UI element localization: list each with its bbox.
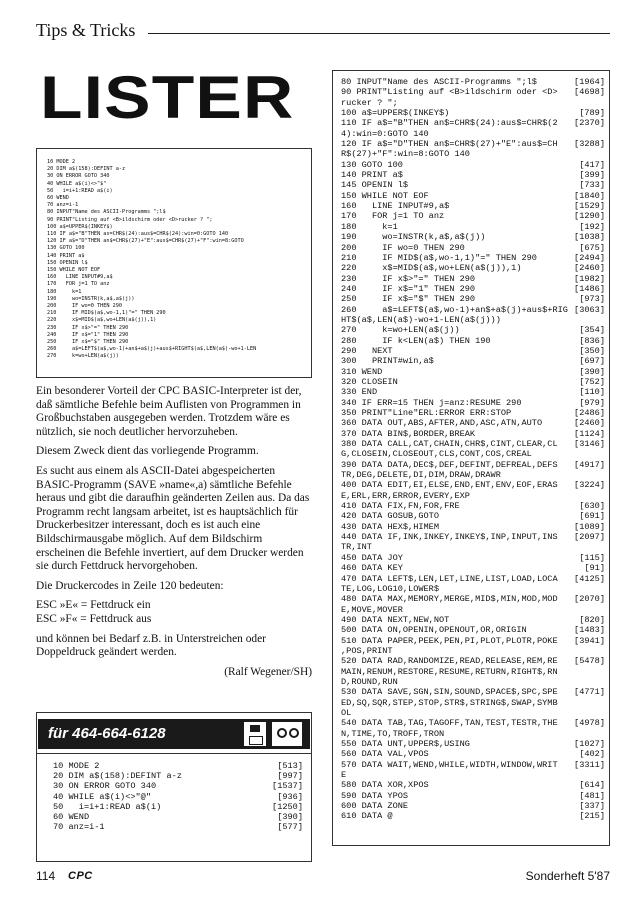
screenshot-code-line: 210 IF MID$(a$,wo-1,1)"=" THEN 290 (47, 310, 166, 317)
code-line (341, 791, 605, 801)
code-text: 120 IF a$="D"THEN an$=CHR$(27)+"E":aus$=CH (341, 139, 558, 150)
code-text: TR,DEG,DELETE,DI,DIM,DRAW,DRAWR (341, 470, 501, 481)
code-line (341, 522, 605, 532)
code-text: 370 DATA BIN$,BORDER,BREAK (341, 428, 476, 439)
code-line (341, 698, 605, 708)
code-line (341, 553, 605, 563)
code-text: 390 DATA DATA,DEC$,DEF,DEFINT,DEFREAL,DEFS (341, 459, 558, 470)
code-text: 350 PRINT"Line"ERL:ERROR ERR:STOP (341, 408, 512, 418)
code-line (53, 781, 303, 791)
checksum: [390] (579, 366, 605, 377)
checksum: [691] (579, 511, 605, 522)
code-text: 160 LINE INPUT#9,a$ (341, 201, 450, 212)
code-text: 480 DATA MAX,MEMORY,MERGE,MID$,MIN,MOD,MOD (341, 594, 558, 605)
checksum: [3941] (574, 635, 605, 646)
checksum: [697] (579, 356, 605, 367)
code-text: 260 a$=LEFT$(a$,wo-1)+an$+a$(j)+aus$+RIG (341, 304, 568, 315)
code-text: 530 DATA SAVE,SGN,SIN,SOUND,SPACE$,SPC,SPE (341, 687, 558, 698)
checksum: [4771] (574, 687, 605, 698)
code-line (341, 232, 605, 242)
code-line (341, 201, 605, 211)
checksum: [979] (579, 397, 605, 408)
checksum: [4698] (574, 87, 605, 98)
code-text: TR,INT (341, 542, 372, 553)
code-text: D,ROUND,RUN (341, 676, 398, 687)
code-line (341, 491, 605, 501)
checksum: [3311] (574, 759, 605, 770)
code-line (341, 656, 605, 666)
code-line (341, 625, 605, 635)
checksum: [481] (579, 790, 605, 801)
code-text: 400 DATA EDIT,EI,ELSE,END,ENT,ENV,EOF,ERAS (341, 480, 558, 491)
code-line (53, 792, 303, 802)
code-text: 190 wo=INSTR(k,a$,a$(j)) (341, 232, 486, 243)
checksum: [354] (579, 325, 605, 336)
code-line (341, 729, 605, 739)
code-line (341, 315, 605, 325)
checksum: [513] (277, 761, 303, 771)
screenshot-code-line: 150 WHILE NOT EOF (47, 267, 101, 274)
checksum: [1124] (574, 428, 605, 439)
paragraph-purpose: Diesem Zweck dient das vorliegende Programm. (36, 445, 259, 458)
screenshot-listing (47, 159, 256, 361)
code-text: TE,LOG,LOG10,LOWER$ (341, 583, 439, 594)
checksum: [1290] (574, 211, 605, 222)
paragraph-modification: und können bei Bedarf z.B. in Unterstreichen oder Doppeldruck geändert werden. (36, 632, 266, 659)
code-text: 210 IF MID$(a$,wo-1,1)"=" THEN 290 (341, 252, 537, 263)
code-line (341, 367, 605, 377)
code-line (341, 708, 605, 718)
code-line (53, 771, 303, 781)
code-text: 30 ON ERROR GOTO 340 (53, 781, 157, 792)
screenshot-code-line: 10 MODE 2 (47, 159, 76, 165)
code-line (53, 812, 303, 822)
screenshot-code-line: 20 DIM a$(158):DEFINT a-z (47, 166, 126, 173)
screenshot-code-line: 200 IF wo=0 THEN 290 (47, 303, 122, 310)
checksum: [936] (277, 791, 303, 802)
checksum: [1250] (272, 801, 303, 812)
paragraph-intro: Ein besonderer Vorteil der CPC BASIC-Interpreter ist der, daß sämtliche Befehle beim Auflisten von Programmen in Großbuchstaben ausgegeben werden. Trotzdem wäre es nützlich, sie noch deutlicher hervorzuheben. (36, 385, 302, 438)
screenshot-code-line: 170 FOR j=1 TO anz (47, 281, 110, 288)
code-line (341, 356, 605, 366)
code-line (341, 739, 605, 749)
checksum: [350] (579, 345, 605, 356)
checksum: [2460] (574, 418, 605, 429)
code-text: 4):win=0:GOTO 140 (341, 128, 429, 139)
code-line (341, 284, 605, 294)
article-body (36, 385, 312, 685)
checksum: [3146] (574, 439, 605, 450)
checksum: [215] (579, 811, 605, 822)
header-rule (148, 33, 610, 34)
checksum: [192] (579, 221, 605, 232)
code-text: 440 DATA IF,INK,INKEY,INKEY$,INP,INPUT,INS (341, 532, 558, 543)
code-line (341, 584, 605, 594)
escape-code-bold-on: ESC »E« = Fettdruck ein (36, 599, 151, 612)
code-text: 220 x$=MID$(a$,wo+LEN(a$(j)),1) (341, 263, 522, 274)
code-text: ED,SQ,SQR,STEP,STOP,STR$,STRING$,SWAP,SYMB (341, 697, 558, 708)
author-signature: (Ralf Wegener/SH) (224, 665, 312, 678)
screenshot-code-line: 130 GOTO 100 (47, 245, 85, 252)
code-text: 590 DATA YPOS (341, 790, 409, 801)
checksum: [1964] (574, 77, 605, 87)
code-line (341, 511, 605, 521)
compatibility-banner (38, 719, 310, 749)
code-text: 50 i=i+1:READ a$(i) (53, 801, 162, 812)
code-line (341, 770, 605, 780)
checksum: [2070] (574, 594, 605, 605)
banner-divider (37, 753, 311, 754)
code-text: 310 WEND (341, 366, 383, 377)
code-line (341, 480, 605, 490)
code-text: E (341, 770, 347, 781)
code-text: 510 DATA PAPER,PEEK,PEN,PI,PLOT,PLOTR,POKE (341, 635, 558, 646)
checksum: [630] (579, 501, 605, 512)
code-line (341, 377, 605, 387)
code-text: 550 DATA UNT,UPPER$,USING (341, 739, 470, 749)
screenshot-code-line: 70 anz=i-1 (47, 202, 79, 209)
code-line (341, 170, 605, 180)
checksum: [973] (579, 294, 605, 305)
code-line (341, 542, 605, 552)
checksum: [5478] (574, 656, 605, 667)
code-line (341, 149, 605, 159)
checksum: [2460] (574, 263, 605, 274)
checksum: [577] (277, 822, 303, 833)
screenshot-code-line: 220 x$=MID$(a$,wo+LEN(a$(j)),1) (47, 317, 157, 324)
code-line (341, 108, 605, 118)
checksum: [1483] (574, 625, 605, 636)
code-text: 570 DATA WAIT,WEND,WHILE,WIDTH,WINDOW,WRIT (341, 759, 558, 770)
code-text: E,MOVE,MOVER (341, 604, 403, 615)
code-line (341, 760, 605, 770)
code-line (341, 243, 605, 253)
code-line (341, 387, 605, 397)
code-line (341, 594, 605, 604)
screenshot-code-line: 90 PRINT"Listing auf <B>ildschirm oder <D>rucker ? "; (47, 216, 213, 223)
code-text: rucker ? "; (341, 97, 398, 108)
code-text: 410 DATA FIX,FN,FOR,FRE (341, 501, 460, 512)
checksum: [417] (579, 159, 605, 170)
code-text: 600 DATA ZONE (341, 801, 409, 812)
code-text: 500 DATA ON,OPENIN,OPENOUT,OR,ORIGIN (341, 625, 527, 636)
checksum: [1038] (574, 232, 605, 243)
checksum: [1840] (574, 190, 605, 201)
code-text: 380 DATA CALL,CAT,CHAIN,CHR$,CINT,CLEAR,CL (341, 439, 558, 450)
code-text: 360 DATA OUT,ABS,AFTER,AND,ASC,ATN,AUTO (341, 418, 543, 429)
checksum: [2370] (574, 118, 605, 129)
listing-box-start (36, 712, 312, 862)
code-line (53, 802, 303, 812)
code-line (341, 87, 605, 97)
screenshot-code-line: 160 LINE INPUT#9,a$ (47, 274, 113, 281)
code-line (341, 780, 605, 790)
code-line (341, 563, 605, 573)
code-line (341, 667, 605, 677)
screenshot-code-line: 180 k=1 (47, 288, 82, 295)
checksum: [3063] (574, 304, 605, 315)
code-line (341, 574, 605, 584)
screenshot-code-line: 150 OPENIN l$ (47, 259, 88, 266)
code-text: 300 PRINT#win,a$ (341, 356, 434, 367)
code-line (341, 801, 605, 811)
code-line (341, 449, 605, 459)
code-text: 40 WHILE a$(i)<>"@" (53, 791, 151, 802)
screenshot-code-line: 110 IF a$="B"THEN as=CHR$(24):aus$=CHR$(24):win=0:GOTO 140 (47, 231, 229, 238)
code-line (53, 761, 303, 771)
screenshot-code-line: 240 IF x$="1" THEN 290 (47, 331, 129, 338)
code-line (341, 501, 605, 511)
code-line (341, 191, 605, 201)
code-line (341, 274, 605, 284)
code-line (341, 605, 605, 615)
checksum: [2486] (574, 408, 605, 418)
code-text: 490 DATA NEXT,NEW,NOT (341, 614, 450, 625)
code-line (341, 460, 605, 470)
code-text: 110 IF a$="B"THEN an$=CHR$(24):aus$=CHR$(2 (341, 118, 558, 129)
code-line (341, 294, 605, 304)
code-text: 290 NEXT (341, 345, 393, 356)
page-footer (36, 868, 610, 884)
code-line (341, 429, 605, 439)
code-text: 330 END (341, 387, 378, 398)
code-text: R$(27)+"F":win=8:GOTO 140 (341, 149, 470, 160)
cassette-tape-icon (272, 722, 302, 746)
screenshot-code-line: 60 WEND (47, 195, 69, 202)
paragraph-description: Es sucht aus einem als ASCII-Datei abgespeicherten BASIC-Programm (SAVE »name«,a) sämtliche Befehle heraus und gibt die daraufhin geänderten Zeilen aus. Da das Programm recht langsam arbeitet, ist es hauptsächlich für Druckerbesitzer interessant, doch es ist auch eine Bildschirmausgabe möglich. Auf dem Bildschirm erscheinen die Befehle invertiert, auf dem Drucker werden sie durch Fettdruck hervorgehoben. (36, 464, 310, 573)
listing-start (53, 761, 303, 832)
section-title: Tips & Tricks (36, 20, 136, 40)
code-text: 470 DATA LEFT$,LEN,LET,LINE,LIST,LOAD,LOCA (341, 573, 558, 584)
screenshot-listing-box (36, 148, 312, 378)
screenshot-code-line: 80 INPUT"Name des ASCII-Programms ";l$ (47, 209, 166, 216)
code-line (341, 222, 605, 232)
code-line (341, 346, 605, 356)
code-line (341, 687, 605, 697)
screenshot-code-line: 250 IF x$="$" THEN 290 (47, 339, 129, 346)
code-line (341, 253, 605, 263)
screenshot-code-line: 230 IF x$>"=" THEN 290 (47, 324, 129, 331)
code-text: 140 PRINT a$ (341, 170, 403, 181)
screenshot-code-line: 260 a$=LEFT$(a$,wo-1)+an$+a$(j)+aus$+RIGHT$(a$,LEN(a$)-wo+1-LEN (47, 346, 257, 353)
code-line (341, 418, 605, 428)
code-text: 150 WHILE NOT EOF (341, 190, 429, 201)
code-line (341, 263, 605, 273)
code-line (341, 98, 605, 108)
checksum: [3224] (574, 480, 605, 491)
code-line (341, 646, 605, 656)
code-text: 560 DATA VAL,VPOS (341, 749, 429, 760)
banner-text: für 464-664-6128 (48, 725, 166, 742)
page-header (36, 20, 610, 40)
checksum: [399] (579, 170, 605, 181)
magazine-logo: CPC (68, 870, 93, 882)
screenshot-code-line: 50 i=i+1:READ a$(i) (47, 187, 113, 194)
code-line (341, 129, 605, 139)
code-text: 200 IF wo=0 THEN 290 (341, 242, 465, 253)
checksum: [1982] (574, 273, 605, 284)
checksum: [4917] (574, 459, 605, 470)
checksum: [789] (579, 108, 605, 119)
screenshot-code-line: 100 a$=UPPER$(INKEY$) (47, 223, 113, 230)
code-line (341, 180, 605, 190)
listing-box-continued (332, 70, 610, 846)
code-text: 70 anz=i-1 (53, 822, 105, 833)
code-line (341, 811, 605, 821)
code-line (341, 677, 605, 687)
code-text: HT$(a$,LEN(a$)-wo+1-LEN(a$(j))) (341, 314, 501, 325)
code-line (341, 139, 605, 149)
code-line (341, 305, 605, 315)
code-text: 130 GOTO 100 (341, 159, 403, 170)
floppy-disk-icon (244, 722, 266, 746)
code-text: 420 DATA GOSUB,GOTO (341, 511, 439, 522)
code-text: 520 DATA RAD,RANDOMIZE,READ,RELEASE,REM,RE (341, 656, 558, 667)
code-text: 580 DATA XOR,XPOS (341, 780, 429, 791)
code-text: 20 DIM a$(158):DEFINT a-z (53, 771, 182, 782)
code-text: 90 PRINT"Listing auf <B>ildschirm oder <D> (341, 87, 558, 98)
code-text: 250 IF x$="$" THEN 290 (341, 294, 476, 305)
code-text: 180 k=1 (341, 221, 398, 232)
page-number: 114 (36, 869, 56, 883)
checksum: [820] (579, 614, 605, 625)
checksum: [1027] (574, 739, 605, 749)
checksum: [1529] (574, 201, 605, 212)
code-text: 450 DATA JOY (341, 552, 403, 563)
checksum: [390] (277, 812, 303, 823)
article-title: LISTER (40, 64, 295, 131)
code-line (341, 470, 605, 480)
code-text: 240 IF x$="1" THEN 290 (341, 283, 476, 294)
checksum: [733] (579, 180, 605, 191)
checksum: [614] (579, 780, 605, 791)
checksum: [997] (277, 771, 303, 782)
code-text: ,POS,PRINT (341, 645, 393, 656)
code-line (341, 408, 605, 418)
checksum: [4978] (574, 718, 605, 729)
code-text: 320 CLOSEIN (341, 376, 398, 387)
code-line (341, 532, 605, 542)
screenshot-code-line: 270 k=wo+LEN(a$(j)) (47, 353, 119, 360)
screenshot-code-line: 120 IF a$="D"THEN an$=CHR$(27)+"E":aus$=CHR$(27)+"F":win=8:GOTO (47, 238, 244, 245)
checksum: [1486] (574, 283, 605, 294)
checksum: [2494] (574, 252, 605, 263)
checksum: [402] (579, 749, 605, 760)
checksum: [115] (579, 552, 605, 563)
checksum: [1089] (574, 521, 605, 532)
code-line (341, 636, 605, 646)
listing-continued (341, 77, 605, 822)
code-text: 60 WEND (53, 812, 90, 823)
code-line (341, 325, 605, 335)
code-text: 430 DATA HEX$,HIMEM (341, 521, 439, 532)
code-line (341, 118, 605, 128)
checksum: [337] (579, 801, 605, 812)
code-line (341, 749, 605, 759)
paragraph-codes: Die Druckercodes in Zeile 120 bedeuten: (36, 579, 224, 592)
issue-label: Sonderheft 5'87 (525, 869, 610, 883)
code-line (341, 439, 605, 449)
screenshot-code-line: 40 WHILE a$(i)<>"$" (47, 180, 107, 187)
code-text: 280 IF k<LEN(a$) THEN 190 (341, 335, 491, 346)
code-text: MAIN,RENUM,RESTORE,RESUME,RETURN,RIGHT$,RN (341, 666, 558, 677)
code-text: OL (341, 707, 352, 718)
code-line (341, 398, 605, 408)
checksum: [675] (579, 242, 605, 253)
code-line (341, 160, 605, 170)
code-text: 340 IF ERR=15 THEN j=anz:RESUME 290 (341, 397, 522, 408)
code-text: 80 INPUT"Name des ASCII-Programms ";l$ (341, 77, 537, 87)
code-text: 610 DATA @ (341, 811, 393, 822)
code-text: N,TIME,TO,TROFF,TRON (341, 728, 445, 739)
checksum: [752] (579, 376, 605, 387)
screenshot-code-line: 140 PRINT a$ (47, 252, 85, 259)
code-line (341, 77, 605, 87)
checksum: [2097] (574, 532, 605, 543)
code-line (341, 718, 605, 728)
checksum: [110] (579, 387, 605, 398)
checksum: [836] (579, 335, 605, 346)
code-line (53, 822, 303, 832)
code-line (341, 615, 605, 625)
code-text: 460 DATA KEY (341, 563, 403, 574)
checksum: [4125] (574, 573, 605, 584)
code-text: 100 a$=UPPER$(INKEY$) (341, 108, 450, 119)
code-text: 270 k=wo+LEN(a$(j)) (341, 325, 460, 336)
code-text: E,ERL,ERR,ERROR,EVERY,EXP (341, 490, 470, 501)
code-text: 230 IF x$>"=" THEN 290 (341, 273, 476, 284)
checksum: [1537] (272, 781, 303, 792)
screenshot-code-line: 190 wo=INSTR(k,a$,a$(j)) (47, 295, 135, 302)
code-line (341, 336, 605, 346)
checksum: [3288] (574, 139, 605, 150)
code-text: 170 FOR j=1 TO anz (341, 211, 445, 222)
code-text: 10 MODE 2 (53, 761, 100, 771)
escape-code-bold-off: ESC »F« = Fettdruck aus (36, 612, 152, 625)
code-text: G,CLOSEIN,CLOSEOUT,CLS,CONT,COS,CREAL (341, 449, 532, 460)
screenshot-code-line: 30 ON ERROR GOTO 340 (47, 173, 110, 180)
code-text: 145 OPENIN l$ (341, 180, 409, 191)
checksum: [91] (584, 563, 605, 574)
code-text: 540 DATA TAB,TAG,TAGOFF,TAN,TEST,TESTR,THE (341, 718, 558, 729)
code-line (341, 211, 605, 221)
